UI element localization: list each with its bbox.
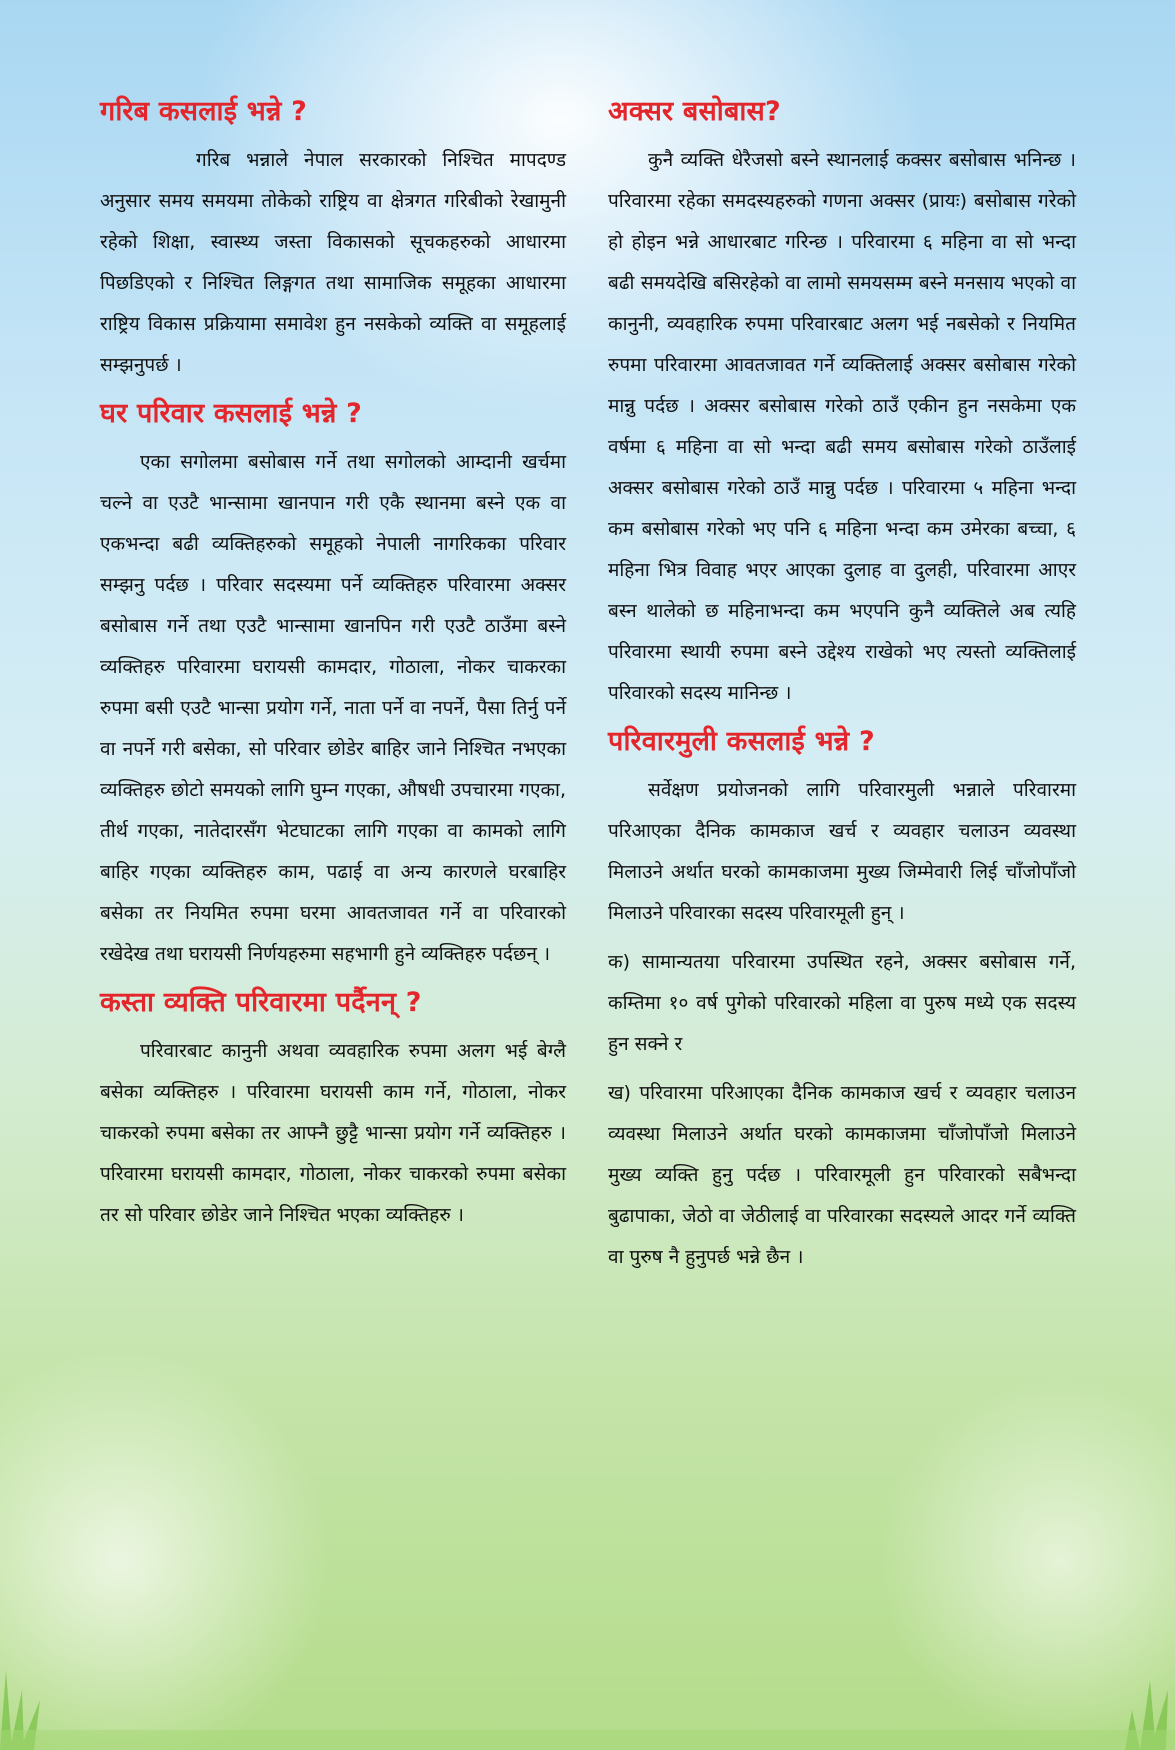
section-paragraph-household-head-ka: क) सामान्यतया परिवारमा उपस्थित रहने, अक्सर बसोबास गर्ने, कम्तिमा १० वर्ष पुगेको परिवारको महिला वा पुरुष मध्ये एक सदस्य हुन सक्ने र [608, 951, 1076, 1055]
section-heading-usual-residence: अक्सर बसोबास? [608, 96, 781, 127]
section-paragraph-household-head: सर्वेक्षण प्रयोजनको लागि परिवारमुली भन्नाले परिवारमा परिआएका दैनिक कामकाज खर्च र व्यवहार चलाउन व्यवस्था मिलाउने अर्थात घरको कामकाजमा मुख्य जिम्मेवारी लिई चाँजोपाँजो मिलाउने परिवारका सदस्य परिवारमूली हुन् । [608, 779, 1076, 924]
section-heading-household: घर परिवार कसलाई भन्ने ? [100, 398, 362, 429]
section-paragraph-household: एका सगोलमा बसोबास गर्ने तथा सगोलको आम्दानी खर्चमा चल्ने वा एउटै भान्सामा खानपान गरी एकै स्थानमा बस्ने एक वा एकभन्दा बढी व्यक्तिहरुको समूहको नेपाली नागरिकका परिवार सम्झनु पर्दछ । परिवार सदस्यमा पर्ने व्यक्तिहरु परिवारमा अक्सर बसोबास गर्ने तथा एउटै भान्सामा खानपिन गरी एउटै ठाउँमा बस्ने व्यक्तिहरु परिवारमा घरायसी कामदार, गोठाला, नोकर चाकरका रुपमा बसी एउटै भान्सा प्रयोग गर्ने, नाता पर्ने वा नपर्ने, पैसा तिर्नु पर्ने वा नपर्ने गरी बसेका, सो परिवार छोडेर बाहिर जाने निश्चित नभएका व्यक्तिहरु छोटो समयको लागि घुम्न गएका, औषधी उपचारमा गएका, तीर्थ गएका, नातेदारसँग भेटघाटका लागि गएका वा कामको लागि बाहिर गएका व्यक्तिहरु काम, पढाई वा अन्य कारणले घरबाहिर बसेका तर नियमित रुपमा घरमा आवतजावत गर्ने वा परिवारको रखेदेख तथा घरायसी निर्णयहरुमा सहभागी हुने व्यक्तिहरु पर्दछन् । [100, 451, 566, 965]
left-column [100, 92, 566, 1244]
section-paragraph-household-head-kha: ख) परिवारमा परिआएका दैनिक कामकाज खर्च र व्यवहार चलाउन व्यवस्था मिलाउने अर्थात घरको कामकाजमा चाँजोपाँजो मिलाउने मुख्य व्यक्ति हुनु पर्दछ । परिवारमूली हुन परिवारको सबैभन्दा बुढापाका, जेठो वा जेठीलाई वा परिवारका सदस्यले आदर गर्ने व्यक्ति वा पुरुष नै हुनुपर्छ भन्ने छैन । [608, 1082, 1076, 1268]
section-paragraph-excluded-persons: परिवारबाट कानुनी अथवा व्यवहारिक रुपमा अलग भई बेग्लै बसेका व्यक्तिहरु । परिवारमा घरायसी काम गर्ने, गोठाला, नोकर चाकरको रुपमा बसेका तर आफ्नै छुट्टै भान्सा प्रयोग गर्ने व्यक्तिहरु । परिवारमा घरायसी कामदार, गोठाला, नोकर चाकरको रुपमा बसेका तर सो परिवार छोडेर जाने निश्चित भएका व्यक्तिहरु । [100, 1040, 566, 1226]
section-heading-poor: गरिब कसलाई भन्ने ? [100, 96, 308, 127]
section-paragraph-usual-residence: कुनै व्यक्ति धेरैजसो बस्ने स्थानलाई कक्सर बसोबास भनिन्छ । परिवारमा रहेका समदस्यहरुको गणना अक्सर (प्रायः) बसोबास गरेको हो होइन भन्ने आधारबाट गरिन्छ । परिवारमा ६ महिना वा सो भन्दा बढी समयदेखि बसिरहेको वा लामो समयसम्म बस्ने मनसाय भएको वा कानुनी, व्यवहारिक रुपमा परिवारबाट अलग भई नबसेको र नियमित रुपमा परिवारमा आवतजावत गर्ने व्यक्तिलाई अक्सर बसोबास गरेको मान्नु पर्दछ । अक्सर बसोबास गरेको ठाउँ एकीन हुन नसकेमा एक वर्षमा ६ महिना वा सो भन्दा बढी समय बसोबास गरेको ठाउँलाई अक्सर बसोबास गरेको ठाउँ मान्नु पर्दछ । परिवारमा ५ महिना भन्दा कम बसोबास गरेको भए पनि ६ महिना भन्दा कम उमेरका बच्चा, ६ महिना भित्र विवाह भएर आएका दुलाह वा दुलही, परिवारमा आएर बस्न थालेको छ महिनाभन्दा कम भएपनि कुनै व्यक्तिले अब त्यहि परिवारमा स्थायी रुपमा बस्ने उद्देश्य राखेको भए त्यस्तो व्यक्तिलाई परिवारको सदस्य मानिन्छ । [608, 149, 1076, 704]
grass-decoration [0, 1630, 1175, 1750]
section-heading-excluded-persons: कस्ता व्यक्ति परिवारमा पर्दैनन् ? [100, 987, 422, 1018]
right-column [608, 92, 1076, 1286]
section-heading-household-head: परिवारमुली कसलाई भन्ने ? [608, 726, 875, 757]
section-paragraph-poor: गरिब भन्नाले नेपाल सरकारको निश्चित मापदण्ड अनुसार समय समयमा तोकेको राष्ट्रिय वा क्षेत्रगत गरिबीको रेखामुनी रहेको शिक्षा, स्वास्थ्य जस्ता विकासको सूचकहरुको आधारमा पिछडिएको र निश्चित लिङ्गगत तथा सामाजिक समूहका आधारमा राष्ट्रिय विकास प्रक्रियामा समावेश हुन नसकेको व्यक्ति वा समूहलाई सम्झनुपर्छ । [100, 149, 566, 376]
